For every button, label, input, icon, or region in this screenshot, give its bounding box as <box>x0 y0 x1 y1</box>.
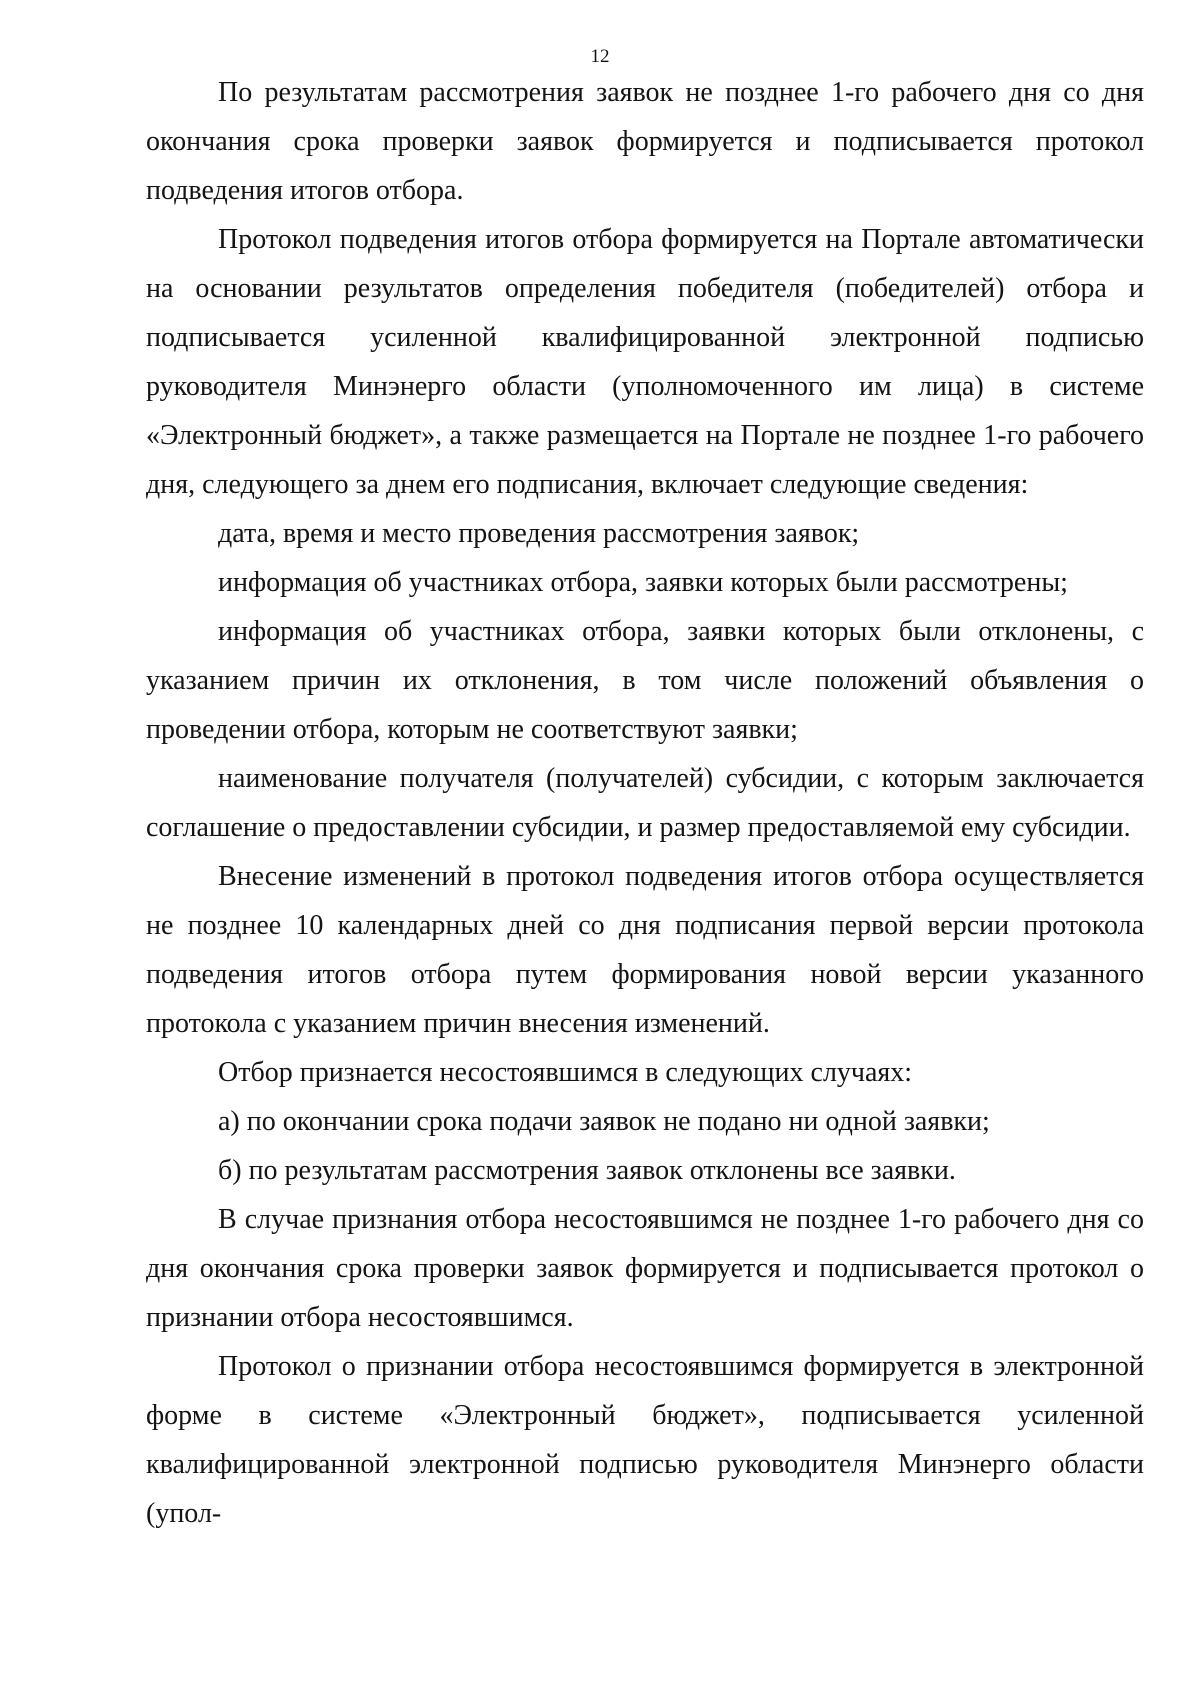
paragraph-failed-protocol: В случае признания отбора несостоявшимся не позднее 1-го рабочего дня со дня окончания срока проверки заявок формируется и подписывается протокол о признании отбора несостоявшимся. <box>146 1204 1144 1333</box>
paragraph-protocol-changes: Внесение изменений в протокол подведения итогов отбора осуществляется не позднее 10 календарных дней со дня подписания первой версии протокола подведения итогов отбора путем формирования новой версии указанного протокола с указанием причин внесения изменений. <box>146 861 1144 1039</box>
paragraph-protocol-contents: Протокол подведения итогов отбора формируется на Портале автоматически на основании результатов определения победителя (победителей) отбора и подписывается усиленной квалифицированной электронной подписью руководителя Минэнерго области (уполномоченного им лица) в системе «Электронный бюджет», а также размещается на Портале не позднее 1-го рабочего дня, следующего за днем его подписания, включает следующие сведения: <box>146 224 1144 500</box>
list-item-date-place: дата, время и место проведения рассмотрения заявок; <box>218 518 860 549</box>
document-body <box>146 68 1144 1538</box>
paragraph-failed-selection-cases: Отбор признается несостоявшимся в следующих случаях: <box>218 1057 913 1088</box>
list-item-case-a: а) по окончании срока подачи заявок не подано ни одной заявки; <box>218 1106 990 1137</box>
list-item-rejected-participants: информация об участниках отбора, заявки которых были отклонены, с указанием причин их отклонения, в том числе положений объявления о проведении отбора, которым не соответствуют заявки; <box>146 616 1144 745</box>
paragraph-failed-protocol-signing: Протокол о признании отбора несостоявшимся формируется в электронной форме в системе «Электронный бюджет», подписывается усиленной квалифицированной электронной подписью руководителя Минэнерго области (упол- <box>146 1351 1144 1529</box>
list-item-recipient-name: наименование получателя (получателей) субсидии, с которым заключается соглашение о предоставлении субсидии, и размер предоставляемой ему субсидии. <box>146 763 1144 843</box>
list-item-reviewed-participants: информация об участниках отбора, заявки которых были рассмотрены; <box>218 567 1068 598</box>
page-number: 12 <box>590 46 610 67</box>
list-item-case-b: б) по результатам рассмотрения заявок отклонены все заявки. <box>218 1155 956 1186</box>
paragraph-results-protocol: По результатам рассмотрения заявок не позднее 1-го рабочего дня со дня окончания срока проверки заявок формируется и подписывается протокол подведения итогов отбора. <box>146 77 1144 206</box>
